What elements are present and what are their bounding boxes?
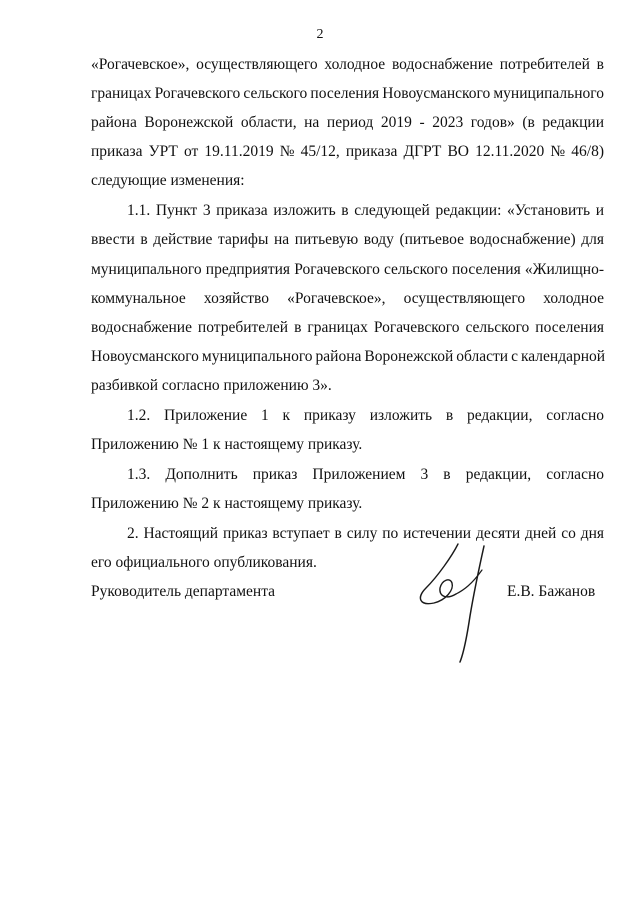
word: календарной xyxy=(521,348,606,365)
word: вступает xyxy=(272,525,330,542)
word: 2019 xyxy=(380,114,412,131)
word: сельского xyxy=(243,85,308,102)
word: 12.11.2020 xyxy=(475,143,545,160)
word: ввести xyxy=(91,231,135,248)
text-line xyxy=(0,522,640,546)
word: приказа xyxy=(216,202,268,219)
word: холодное xyxy=(543,290,604,307)
word: Приложению № 2 к настоящему приказу. xyxy=(91,495,363,512)
word: области, xyxy=(240,114,297,131)
word: в xyxy=(334,525,342,542)
word: (питьевое xyxy=(399,231,464,248)
word: коммунальное xyxy=(91,290,186,307)
word: Новоусманского xyxy=(91,348,199,365)
word: разбивкой согласно приложению 3». xyxy=(91,377,332,394)
word: 3 xyxy=(420,466,429,483)
word: поселения xyxy=(452,261,521,278)
word: хозяйство xyxy=(203,290,269,307)
word: в xyxy=(443,466,451,483)
word: района xyxy=(91,114,137,131)
word: изложить xyxy=(273,202,336,219)
word: № xyxy=(550,143,566,160)
word: (в xyxy=(522,114,535,131)
word: редакции, xyxy=(466,407,533,424)
word: Воронежской xyxy=(144,114,234,131)
word: Пункт xyxy=(155,202,198,219)
word: следующей xyxy=(354,202,430,219)
signer-name: Е.В. Бажанов xyxy=(507,583,596,600)
word: согласно xyxy=(546,466,604,483)
word: поселения xyxy=(310,85,380,102)
word: десяти xyxy=(475,525,521,542)
word: сельского xyxy=(465,319,530,336)
word: 1.2. xyxy=(127,407,151,424)
word: дней xyxy=(525,525,557,542)
word: границах xyxy=(307,319,368,336)
word: ДГРТ xyxy=(403,143,442,160)
word: водоснабжение xyxy=(91,319,192,336)
word: «Установить xyxy=(507,202,591,219)
text-line xyxy=(0,374,640,398)
word: действие xyxy=(153,231,213,248)
word: Рогачевского xyxy=(154,85,241,102)
word: 45/12, xyxy=(300,143,340,160)
text-line xyxy=(0,463,640,487)
text-line xyxy=(0,316,640,340)
text-line xyxy=(0,228,640,252)
word: 1 xyxy=(261,407,269,424)
word: № xyxy=(279,143,295,160)
word: с xyxy=(511,348,518,365)
word: Новоусманского xyxy=(382,85,491,102)
word: на xyxy=(304,114,320,131)
text-line xyxy=(0,140,640,164)
word: холодное xyxy=(324,56,386,73)
word: «Жилищно- xyxy=(524,261,604,278)
text-line xyxy=(0,345,640,369)
word: период xyxy=(326,114,374,131)
word: редакции: xyxy=(435,202,502,219)
word: Рогачевского xyxy=(373,319,460,336)
word: района xyxy=(315,348,362,365)
word: для xyxy=(581,231,604,248)
word: 3 xyxy=(202,202,211,219)
word: осуществляющего xyxy=(196,56,318,73)
word: по xyxy=(382,525,399,542)
word: следующие изменения: xyxy=(91,172,245,189)
word: муниципального xyxy=(201,348,313,365)
word: потребителей xyxy=(197,319,289,336)
word: ВО xyxy=(447,143,469,160)
text-line xyxy=(0,199,640,223)
word: предприятия xyxy=(205,261,291,278)
word: к xyxy=(282,407,291,424)
text-line xyxy=(0,492,640,516)
word: питьевую xyxy=(294,231,359,248)
word: тарифы xyxy=(218,231,269,248)
word: 2023 xyxy=(432,114,464,131)
word: 19.11.2019 xyxy=(204,143,274,160)
word: изложить xyxy=(369,407,433,424)
word: от xyxy=(183,143,199,160)
word: 1.3. xyxy=(127,466,151,483)
word: воду xyxy=(363,231,394,248)
word: на xyxy=(273,231,290,248)
word: согласно xyxy=(546,407,604,424)
word: приказ xyxy=(222,525,268,542)
word: в xyxy=(445,407,454,424)
word: Воронежской xyxy=(364,348,454,365)
word: осуществляющего xyxy=(403,290,526,307)
text-line xyxy=(0,404,640,428)
word: Приложение xyxy=(164,407,248,424)
word: редакции, xyxy=(465,466,532,483)
text-line xyxy=(0,258,640,282)
word: сельского xyxy=(383,261,448,278)
word: Дополнить xyxy=(165,466,238,483)
word: 46/8) xyxy=(571,143,604,160)
word: границах xyxy=(91,85,152,102)
word: потребителей xyxy=(499,56,590,73)
word: в xyxy=(596,56,604,73)
word: поселения xyxy=(535,319,604,336)
word: годов» xyxy=(470,114,515,131)
word: приказа xyxy=(345,143,398,160)
text-line xyxy=(0,53,640,77)
text-line xyxy=(0,111,640,135)
word: в xyxy=(294,319,302,336)
word: водоснабжение xyxy=(391,56,493,73)
page-number: 2 xyxy=(316,27,324,42)
signer-position: Руководитель департамента xyxy=(91,583,276,600)
word: 2. xyxy=(127,525,139,542)
word: в xyxy=(341,202,349,219)
word: области xyxy=(456,348,509,365)
word: приказу xyxy=(303,407,356,424)
word: «Рогачевское», xyxy=(287,290,386,307)
word: водоснабжение) xyxy=(469,231,576,248)
word: со xyxy=(561,525,576,542)
text-line xyxy=(0,433,640,457)
word: и xyxy=(595,202,604,219)
text-line xyxy=(0,551,640,575)
word: истечении xyxy=(403,525,472,542)
word: редакции xyxy=(542,114,604,131)
word: силу xyxy=(346,525,378,542)
word: муниципального xyxy=(91,261,202,278)
word: 1.1. xyxy=(127,202,151,219)
word: Настоящий xyxy=(143,525,219,542)
word: УРТ xyxy=(148,143,178,160)
word: дня xyxy=(580,525,604,542)
word: - xyxy=(419,114,425,131)
word: в xyxy=(140,231,148,248)
text-line xyxy=(0,82,640,106)
handwritten-signature xyxy=(412,540,507,665)
word: Приложением xyxy=(312,466,406,483)
word: приказа xyxy=(91,143,143,160)
word: Приложению № 1 к настоящему приказу. xyxy=(91,436,363,453)
word: его официального опубликования. xyxy=(91,554,317,571)
word: Рогачевского xyxy=(294,261,380,278)
word: «Рогачевское», xyxy=(91,56,190,73)
word: муниципального xyxy=(493,85,604,102)
word: приказ xyxy=(252,466,298,483)
text-line xyxy=(0,287,640,311)
text-line xyxy=(0,169,640,193)
